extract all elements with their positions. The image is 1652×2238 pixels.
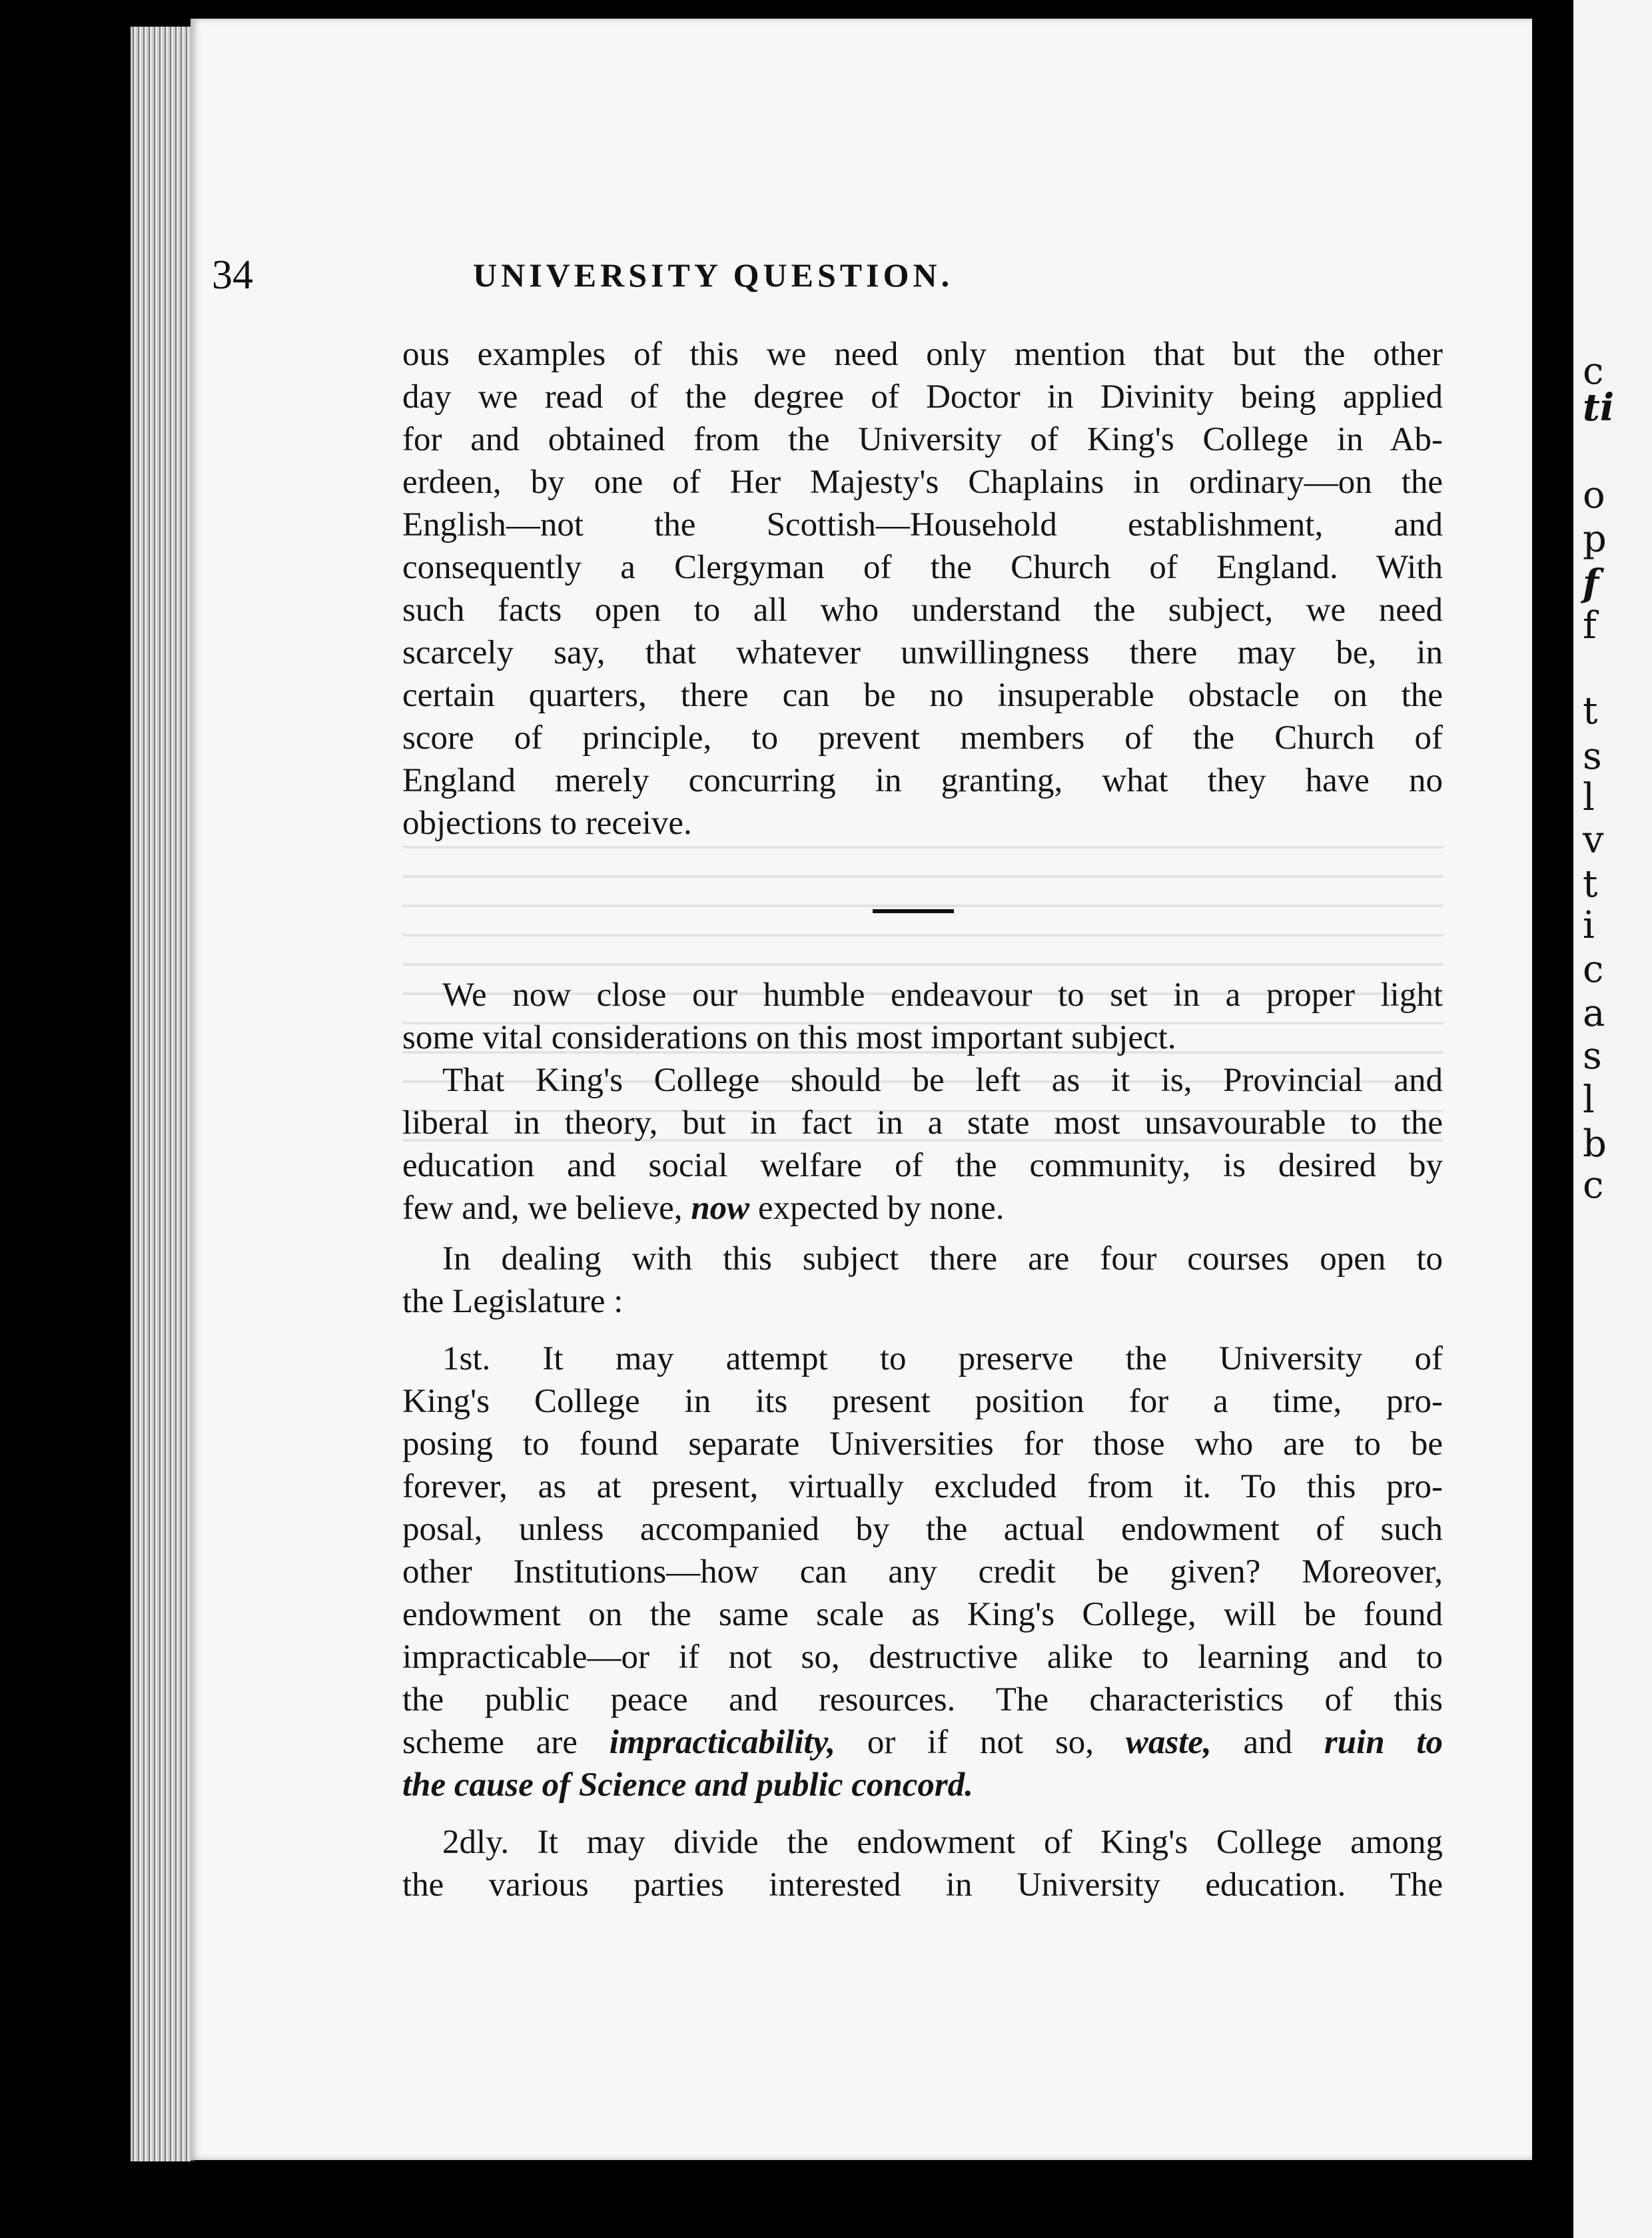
text-line: consequently a Clergyman of the Church of England. With — [402, 549, 1443, 586]
text-line: King's College in its present position for a time, pro- — [402, 1383, 1443, 1420]
body-text-block-2 — [402, 974, 1443, 1906]
text-line: posing to found separate Universities for those who are to be — [402, 1425, 1443, 1463]
text-line: certain quarters, there can be no insuperable obstacle on the — [402, 677, 1443, 714]
facing-fragment: c — [1583, 350, 1604, 393]
text-line: score of principle, to prevent members of the Church of — [402, 719, 1443, 757]
body-text-block-1 — [402, 333, 1443, 845]
text-line: ous examples of this we need only mention that but the other — [402, 336, 1443, 373]
facing-fragment: l — [1583, 776, 1595, 819]
text-line: education and social welfare of the community, is desired by — [402, 1147, 1443, 1184]
text-line: other Institutions—how can any credit be given? Moreover, — [402, 1553, 1443, 1591]
text-line: 2dly. It may divide the endowment of King's College among — [442, 1824, 1443, 1861]
text-line: erdeen, by one of Her Majesty's Chaplains in ordinary—on the — [402, 464, 1443, 501]
page-number: 34 — [212, 252, 253, 298]
facing-fragment: t — [1583, 689, 1598, 733]
facing-fragment: b — [1583, 1122, 1607, 1166]
paragraph-four-courses — [402, 1238, 1443, 1323]
section-rule — [873, 909, 954, 913]
facing-fragment: l — [1583, 1078, 1595, 1122]
text-line: posal, unless accompanied by the actual endowment of such — [402, 1511, 1443, 1548]
text-line: In dealing with this subject there are four courses open to — [442, 1240, 1443, 1278]
text-line: That King's College should be left as it is, Provincial and — [442, 1062, 1443, 1099]
text-line: English—not the Scottish—Household establishment, and — [402, 506, 1443, 544]
facing-fragment: c — [1583, 1164, 1604, 1207]
facing-page-edge — [1573, 0, 1652, 2238]
text-run: scheme are — [402, 1724, 578, 1761]
paragraph-closing — [402, 974, 1443, 1059]
text-line: England merely concurring in granting, what they have no — [402, 762, 1443, 799]
text-line: the Legislature : — [402, 1283, 623, 1320]
facing-fragment: i — [1583, 904, 1595, 947]
text-line: forever, as at present, virtually excluded from it. To this pro- — [402, 1468, 1443, 1505]
text-line: such facts open to all who understand the subject, we need — [402, 591, 1443, 629]
text-line: impracticable—or if not so, destructive alike to learning and to — [402, 1639, 1443, 1676]
text-line: 1st. It may attempt to preserve the University of — [442, 1340, 1443, 1377]
facing-fragment: t — [1583, 863, 1598, 906]
facing-fragment: o — [1583, 474, 1605, 517]
text-run: few and, we believe, — [402, 1190, 683, 1227]
facing-fragment: v — [1583, 819, 1604, 862]
text-line: the public peace and resources. The characteristics of this — [402, 1681, 1443, 1718]
text-line: objections to receive. — [402, 805, 692, 842]
facing-fragment: s — [1583, 1034, 1602, 1078]
emphasis: ruin to — [1324, 1724, 1444, 1761]
text-line — [402, 1721, 1443, 1764]
emphasis: waste, — [1125, 1724, 1212, 1761]
text-line — [402, 1187, 1443, 1230]
facing-fragment: f — [1583, 604, 1597, 647]
text-line — [402, 1764, 1443, 1806]
text-run: expected by none. — [757, 1190, 1005, 1227]
facing-fragment: p — [1583, 518, 1607, 561]
text-line: the various parties interested in University education. The — [402, 1866, 1443, 1904]
text-line: We now close our humble endeavour to set in a proper light — [442, 976, 1443, 1014]
running-title: UNIVERSITY QUESTION. — [473, 256, 954, 294]
page-edges — [131, 27, 191, 2161]
text-line: liberal in theory, but in fact in a state most unsavourable to the — [402, 1104, 1443, 1142]
text-line: scarcely say, that whatever unwillingness there may be, in — [402, 634, 1443, 671]
paragraph-first-course — [402, 1337, 1443, 1806]
emphasis: impracticability, — [609, 1724, 836, 1761]
paragraph — [402, 333, 1443, 845]
emphasis: the cause of Science and public concord. — [402, 1766, 974, 1804]
facing-fragment: c — [1583, 948, 1604, 991]
emphasis: now — [691, 1190, 750, 1227]
facing-fragment: ti — [1583, 386, 1615, 430]
paragraph-kings-college — [402, 1059, 1443, 1230]
facing-fragment: a — [1583, 992, 1605, 1035]
text-run: or if not so, — [867, 1724, 1094, 1761]
text-line: for and obtained from the University of King's College in Ab- — [402, 421, 1443, 458]
facing-fragment: s — [1583, 735, 1602, 778]
text-line: endowment on the same scale as King's College, will be found — [402, 1596, 1443, 1633]
facing-fragment: f — [1583, 561, 1599, 605]
text-run: and — [1243, 1724, 1293, 1761]
text-line: some vital considerations on this most important subject. — [402, 1019, 1176, 1056]
text-line: day we read of the degree of Doctor in Divinity being applied — [402, 378, 1443, 416]
paragraph-second-course — [402, 1821, 1443, 1906]
